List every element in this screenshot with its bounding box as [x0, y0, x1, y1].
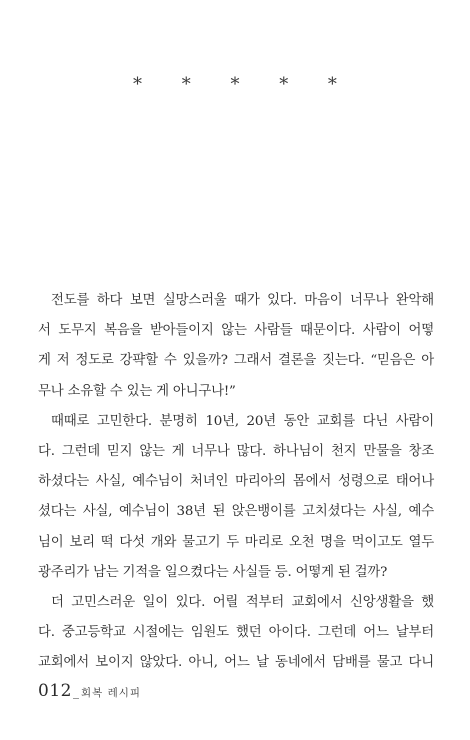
text-line: 때때로 고민한다. 분명히 10년, 20년 동안 교회를 다닌 사람이 [51, 413, 434, 429]
text-line: 하셨다는 사실, 예수님이 처녀인 마리아의 몸에서 성령으로 태어나 [38, 474, 434, 490]
folio-separator: _ [72, 685, 79, 699]
text-line: 게 저 정도로 강퍅할 수 있을까? 그래서 결론을 짓는다. “믿음은 아 [38, 353, 434, 369]
text-line: 서 도무지 복음을 받아들이지 않는 사람들 때문이다. 사람이 어떻 [38, 323, 434, 339]
page-number: 012 [38, 681, 72, 701]
text-line: 무나 소유할 수 있는 게 아니구나!” [38, 383, 236, 399]
text-line: 셨다는 사실, 예수님이 38년 된 앉은뱅이를 고치셨다는 사실, 예수 [38, 504, 434, 520]
section-break-ornament: * * * * * [133, 74, 354, 95]
text-line: 전도를 하다 보면 실망스러울 때가 있다. 마음이 너무나 완악해 [51, 293, 434, 308]
running-title: 회복 레시피 [80, 687, 142, 699]
body-text [38, 286, 434, 678]
text-line: 다. 그런데 믿지 않는 게 너무나 많다. 하나님이 천지 만물을 창조 [38, 443, 434, 459]
text-line: 님이 보리 떡 다섯 개와 물고기 두 마리로 오천 명을 먹이고도 열두 [38, 534, 434, 550]
text-line: 더 고민스러운 일이 있다. 어릴 적부터 교회에서 신앙생활을 했 [51, 594, 434, 610]
text-line: 광주리가 남는 기적을 일으켰다는 사실들 등. 어떻게 된 걸까? [38, 564, 388, 580]
page-footer [38, 681, 141, 701]
text-line: 다. 중고등학교 시절에는 임원도 했던 아이다. 그런데 어느 날부터 [38, 625, 434, 641]
text-line: 교회에서 보이지 않았다. 아니, 어느 날 동네에서 담배를 물고 다니 [38, 655, 434, 671]
